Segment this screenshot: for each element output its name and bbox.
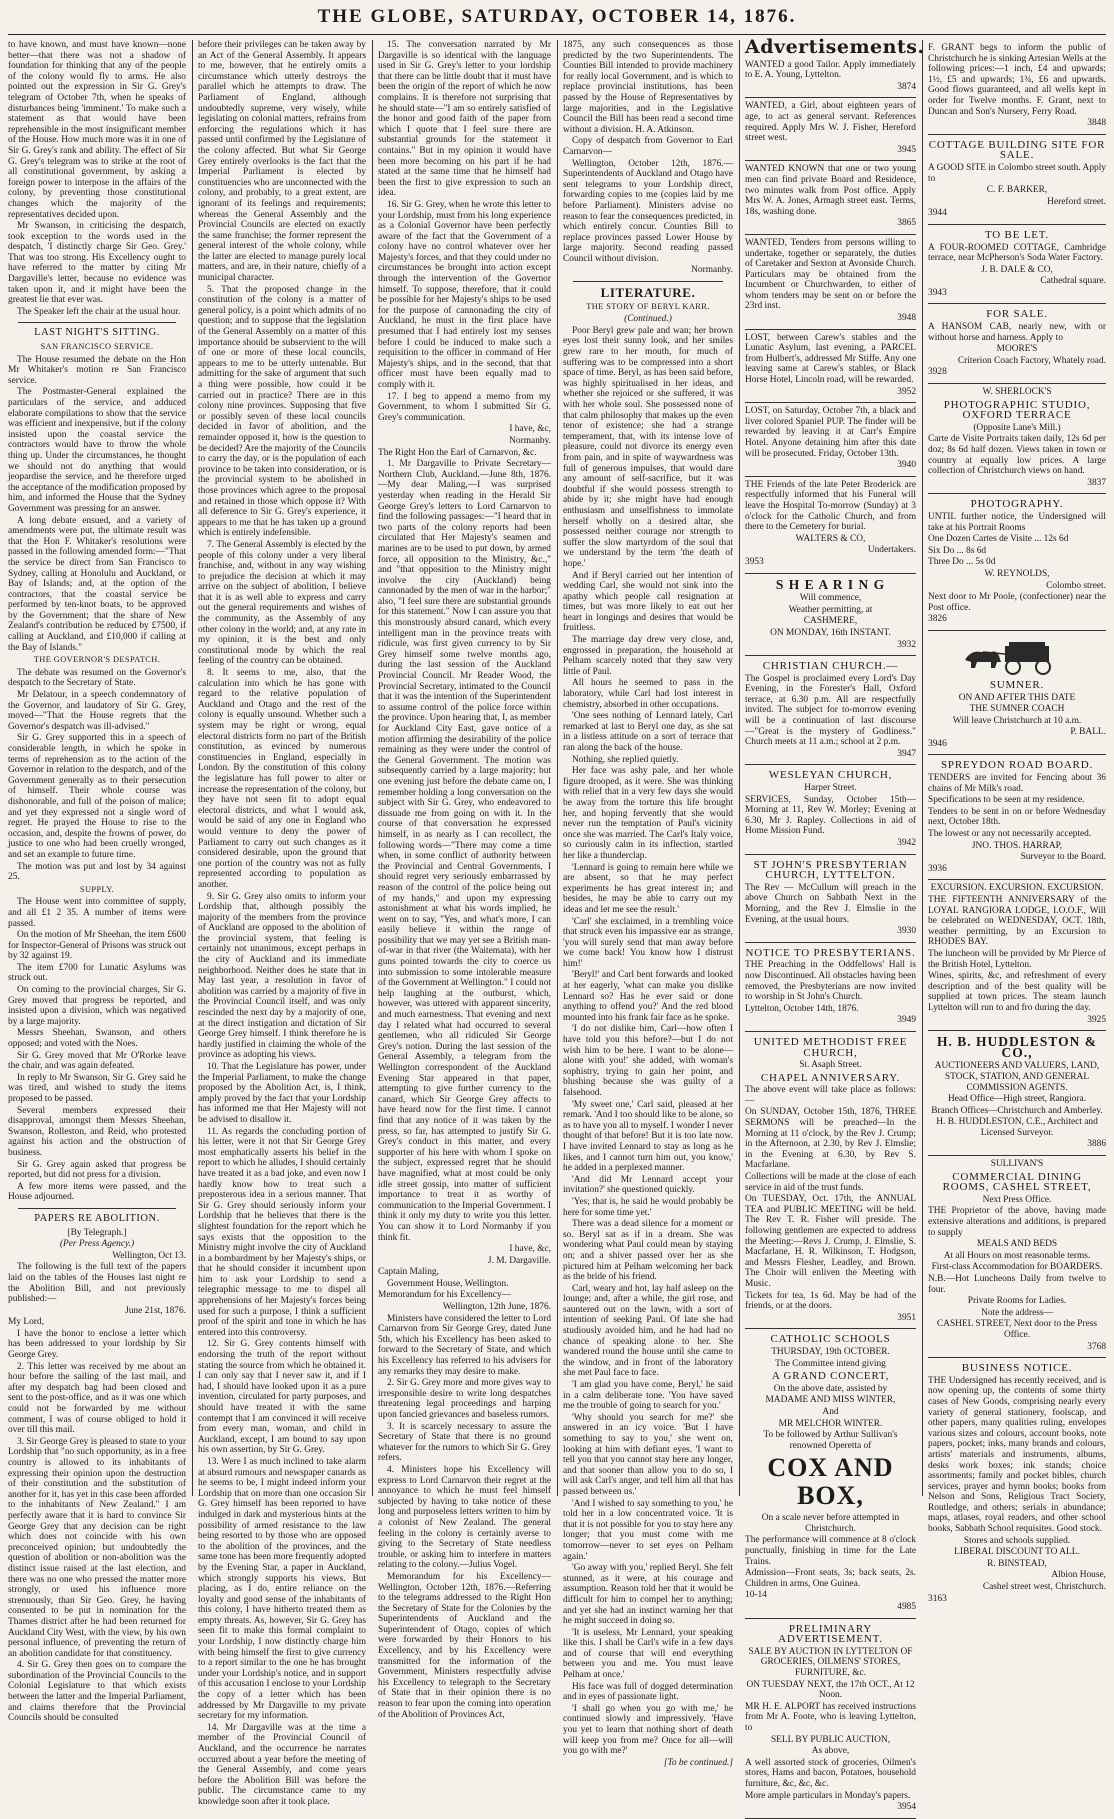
section-title: LITERATURE. [600, 285, 696, 301]
continued-note: (Continued.) [624, 314, 672, 325]
article-text: The item £700 for Lunatic Asylums was struck out. [8, 962, 186, 984]
ad-number: 3946 [928, 738, 947, 749]
article-text: 7. The General Assembly is elected by the people of this colony under a very liberal franchise, and, without in any way wishing to prejudice the decision at which it may arrive on the subject of abolition, I believe that it is as well able to express and carry out the general requirements and wishes of the community, as the Assembly of any other colony in the world; and, at any rate in my opinion, it is the best and only constitutional mode by which the real feeling of the country can be obtained. [198, 539, 366, 667]
column-rule [192, 40, 193, 1496]
recipient: The Right Hon the Earl of Carnarvon, &c. [378, 447, 537, 458]
column-rule [557, 40, 558, 1496]
article-text: The motion was put and lost by 34 against 25. [8, 861, 186, 883]
ad-huddleston [928, 1031, 1106, 1156]
headline: LAST NIGHT'S SITTING. [34, 327, 160, 339]
article-text: I have the honor to enclose a letter which has been addressed to your lordship by Sir George Grey. [8, 1328, 186, 1361]
ad-number: 3163 [928, 1593, 947, 1604]
article-text: A few more items were passed, and the House adjourned. [8, 1181, 186, 1203]
ad-text: H. B. HUDDLESTON, C.E., Architect and Licensed Surveyor. [936, 1117, 1098, 1138]
article-text: 12. Sir G. Grey contents himself with endorsing the truth of the report without stating the source from which he obtained it. I can only say that I never saw it, and if I had, I should have looked upon it as a pure invention, circulated for party purposes, and should have treated it with the same contempt that I am convinced it will receive from every man, woman, and child in Auckland, except, I am bound to say upon his own assertion, by Sir G. Grey. [198, 1339, 366, 1456]
article-text: 8. It seems to me, also, that the calculation into which he has gone with regard to the relative population of Auckland and Otago and the rest of the colony is equally unsound. Whether such a system may be right or wrong, equal electoral districts form no part of the British constitution, as evinced by numerous constituencies in England, especially in London. By the constitution of this colony the legislature has full power to alter or increase the representation of the colony, but they have not seen fit to adopt equal electoral districts, and what I would ask, would be said of any one in England who would venture to deny the power of Parliament to carry out such changes as it considered desirable, upon the ground that one portion of the country was not as fully represented according to population as another. [198, 668, 366, 890]
subheading: SAN FRANCISCO SERVICE. [40, 342, 154, 352]
article-text: 11. As regards the concluding portion of his letter, were it not that Sir George Grey most emphatically asserts his belief in the report to which he alludes, I should certainly have treated it as a bad joke, and even now I hardly know how to treat such a preposterous idea in a serious manner. That Sir G. Grey should seriously inform your Lordship that he believes that there is the slightest foundation for the report which he says exists that the opposition to the Ministry might involve the city of Auckland in a bombardment by her Majesty's ships, or that he should consider it incumbent upon him to ask your Lordship to send a telegraphic message to me to dispel all apprehensions of her Majesty's forces being used for such a purpose, I think a sufficient proof of the spirit and tone in which he has entered into this controversy. [198, 1126, 366, 1338]
ad-number: 3768 [1087, 1341, 1106, 1352]
article-text: 2. This letter was received by me about an hour before the sailing of the last mail, and after my despatch bag had been closed and sent to the post-office, and as it was one which could not be forwarded by me without comment, I was of course obliged to hold it over till this mail. [8, 1361, 186, 1436]
ad-text: Head Office—High street, Rangiora. [947, 1094, 1087, 1105]
ad-signature: Cathedral square. [1040, 276, 1106, 287]
story-text: There was a dead silence for a moment or so. Beryl sat as if in a dream. She was wondering what Paul could mean by staying on; and a shiver passed over her as she pictured him at Pelham welcoming her back as the bride of his friend. [563, 1219, 733, 1283]
story-text: His face was full of dogged determination and in eyes of passionate light. [563, 1681, 733, 1703]
story-text: 'Lennard is going to remain here while we are absent, so that he may perfect experiments he has great interest in; and besides, he may be able to carry out my ideas and let me see the result.' [563, 862, 733, 915]
ad-text: MADAME AND MISS WINTER, [765, 1395, 896, 1406]
story-text: 'Yes; that is, he said he would probably be here for some time yet.' [563, 1196, 733, 1218]
ad-title: NOTICE TO PRESBYTERIANS. [745, 946, 916, 959]
ad-signature: J. B. DALE & CO, [981, 264, 1053, 275]
divider [573, 281, 723, 282]
column-1 [8, 40, 186, 1724]
article-text: The Postmaster-General explained the particulars of the service, and adduced elaborate compilations to show that the service was efficient and inexpensive, but if the colony insisted upon the coastal service the contractors would have to throw the whole thing up. Under the circumstances, he thought we should not do anything that would jeopardise the service, and he therefore urged the acceptance of the modification proposed by him, and informed the House that the Sydney Government was pressing for an answer. [8, 387, 186, 514]
divider [18, 1208, 176, 1209]
ad-number: 3925 [1087, 1014, 1106, 1025]
ad-text: F. GRANT begs to inform the public of Christchurch he is sinking Artesian Wells at the following prices:—1 inch, £4 and upwards; 1½, £5 and upwards; 1¾, £6 and upwards. Good flows guaranteed, and all wells kept in order for Twelve months. F. Grant, next to Duncan and Son's Nursery, Ferry Road. [928, 43, 1106, 117]
article-text: On coming to the provincial charges, Sir G. Grey moved that progress be reported, and insisted upon a division, which was negatived by a large majority. [8, 985, 186, 1027]
article-text: 10. That the Legislature has power, under the Imperial Parliament, to make the change proposed by the Abolition Act, is, I think, amply proved by the fact that your Lordship has informed me that Her Majesty will not be advised to disallow it. [198, 1062, 366, 1125]
ad-number: 3936 [928, 863, 947, 874]
column-5 [745, 36, 925, 1813]
ad-text: Lyttelton, October 14th, 1876. [745, 1003, 859, 1014]
ad-text: More ample particulars in Monday's papers. [745, 1790, 911, 1801]
ad-title: UNITED METHODIST FREE CHURCH, [753, 1035, 908, 1059]
ad-text: A GOOD SITE in Colombo street south. Apply to [928, 162, 1106, 184]
article-text: Wellington, October 12th, 1876.—Superintendents of Auckland and Otago have sent telegrams to your Lordship direct, forwarding copies to me (copies laid by me before Parliament). Ministers advise no reason to fear the consequences predicted, in which entirely concur. Counties Bill to replace provinces passed Lower House by large majority. Second reading passed Council without division. [563, 158, 734, 264]
article-text: 1875, any such consequences as those predicted by the two Superintendents. The Counties Bill intended to provide machinery for really local Government, and is which to replace provincial institutions, has been passed by the House of Representatives by large majorities, and in the Legislative Council the Bill has been read a second time without a division. H. A. Atkinson. [563, 40, 733, 135]
ad-text: The Rev — McCullum will preach in the above Church on Sabbath Next in the Morning, and the Rev J. Elmslie in the Evening, at the usual hours. [745, 882, 916, 925]
article-text: Mr Swanson, in criticising the despatch, took exception to the words used in the despatch, 'I distinctly charge Sir Geo. Grey.' That was too strong. His Excellency ought to have referred to the matter by citing Mr Dargaville's letter, because no evidence was taken upon it, and it might have been the greatest lie that ever was. [8, 221, 186, 306]
ad-text: A GRAND CONCERT, [771, 1370, 890, 1383]
ad-title: W. SHERLOCK'S [982, 387, 1052, 398]
story-text: Poor Beryl grew pale and wan; her brown eyes lost their sunny look, and her smiles grew rare to her mouth, for much of suffering was to be compressed into a short space of time. Beryl, as has been said before, was highly spiritualised in her ideas, and whether she rejoiced or she suffered, it was with her whole soul. She possessed none of that calm philosophy that makes up the even tenor of existence; she had a strange temperament, that, with its intense love of pleasure, could not divorce its energy even from pain, and in spite of waywardness was full of generous impulses, that would dare any amount of self-sacrifice, but it was doubtful if she would possess strength to abide by it; she might have had enough enthusiasm and unselfishness to immolate herself wholly on a desired altar, she possessed neither courage nor strength to suffer the slow martyrdom of the soul that we understand by the term 'the death of hope.' [563, 325, 733, 569]
coach-illustration-icon [957, 638, 1077, 676]
price-row: Six Do ... 8s 6d [928, 545, 987, 556]
ad-text: WANTED KNOWN that one or two young men can find private Board and Residence, two minutes walk from Post office. Apply Mrs W. A. Jones, Armagh street east. Terms, 18s, washing done. [745, 164, 916, 217]
masthead: THE GLOBE, SATURDAY, OCTOBER 14, 1876. [317, 6, 797, 27]
ad-title: BUSINESS NOTICE. [961, 1362, 1073, 1375]
ad-title: CHRISTIAN CHURCH.— [762, 660, 899, 673]
ad-title: FOR SALE. [986, 308, 1048, 321]
ad-photographic-studio [928, 384, 1106, 494]
article-text: On the motion of Mr Sheehan, the item £600 for Inspector-General of Prisons was struck out by 32 against 19. [8, 930, 186, 962]
ad-text: On the above date, assisted by [773, 1383, 888, 1394]
story-text: 'Why should you search for me?' she answered in an icy voice. 'But I have something to say to you,' she went on, looking at him with defiant eyes. 'I want to tell you that you cannot stay here any longer, and that sooner than allow you to do so, I will ask Carl's anger, and tell him all that has passed between us.' [563, 1412, 733, 1497]
ad-text: N.B.—Hot Luncheons Daily from twelve to four. [928, 1274, 1106, 1295]
ad-number: 3944 [928, 208, 947, 219]
story-text: The marriage day drew very close, and, engrossed in preparation, the household at Pelham scarcely noted that they saw very little of Paul. [563, 635, 733, 677]
ad-text: Admission—Front seats, 3s; back seats, 2s. Children in arms, One Guinea. [745, 1568, 916, 1589]
recipient: Government House, Wellington. [387, 1278, 509, 1289]
ad-subtitle: (Opposite Lane's Mill.) [973, 422, 1061, 433]
story-title: THE STORY OF BERYL KARR. [586, 301, 710, 311]
ad-signature: WALTERS & CO, [795, 533, 866, 544]
article-text: 4. Ministers hope his Excellency will express to Lord Carnarvon their regret at the annoyance to which he must feel himself subjected by having to take notice of these long and purposeless letters written to him by a colonist of New Zealand. The general feeling in the colony is certainly averse to giving to the Secretary of State needless trouble, or asking him to interfere in matters relating to the colony.—Julius Vogel. [378, 1464, 551, 1571]
ad-text: Wines, spirits, &c, and refreshment of every description and of the best quality will be supplied at town prices. The steam launch Lyttelton will run to and fro during the day. [928, 971, 1106, 1013]
article-text: 5. That the proposed change in the constitution of the colony is a matter of general policy, is a point which admits of no question; and to suppose that the legislation of the General Assembly on a matter of this importance should be subservient to the will of one or more of these local councils, appears to me to be utterly untenable. But admitting for the sake of argument that such a thing were possible, how could it be carried out in practice? There are in this colony nine provinces. Supposing that five or possibly seven of these local councils decided in favor of abolition, and the remainder opposed it, how is the question to be decided? Are the majority of the Councils to carry the day, or is the population of each province to be taken into consideration, or is the provincial system to be abolished in those provinces which agree to the proposal and retained in those which oppose it? With all deference to Sir G. Grey's experience, it appears to me that he has taken up a ground which is entirely indefensible. [198, 284, 366, 539]
ad-text: CASHEL STREET, Next door to the Press Office. [936, 1319, 1098, 1340]
ad-text: THE FIFTEENTH ANNIVERSARY of the LOYAL RANGIORA LODGE, I.O.O.F., Will be celebrated on WEDNESDAY, OCT. 18th, weather permitting, by an Excursion to RHODES BAY. [928, 895, 1106, 948]
ad-st-johns [745, 855, 916, 943]
divider [18, 322, 176, 323]
ad-title: PRELIMINARY ADVERTISEMENT. [778, 1622, 883, 1646]
ad-title: H. B. HUDDLESTON & CO., [937, 1034, 1097, 1060]
ad-number: 3948 [897, 313, 916, 324]
ad-text: The Gospel is proclaimed every Lord's Day Evening, in the Forester's Hall, Oxford terrace, at 6.30 p.m. All are respectfully invited. The subject for to-morrow evening will be a continuation of last discourse—"Great is the mystery of Godliness." Church meets at 11 a.m.; school at 2 p.m. [745, 673, 916, 748]
story-text: 'I shall go when you go with me,' he continued slowly and impressively. 'Have you yet to learn that nothing short of death will keep you from me? Once for all—will you go with me?' [563, 1703, 733, 1757]
ad-title: EXCURSION. EXCURSION. EXCURSION. [930, 883, 1104, 894]
ad-tenders [745, 235, 916, 330]
ad-tailor [745, 57, 916, 99]
ad-number: 3942 [897, 838, 916, 848]
article-text: Ministers have considered the letter to Lord Carnarvon from Sir George Grey, dated June 5th, which his Excellency has been asked to forward to the Secretary of State, and which his Excellency has referred to his advisers for any remarks they may desire to make. [378, 1313, 552, 1377]
ad-signature: JNO. THOS. HARRAP, [971, 840, 1063, 851]
ad-board [745, 161, 916, 235]
ad-number: 3932 [897, 639, 916, 650]
ad-catholic-schools [745, 1329, 916, 1618]
ad-title: COTTAGE BUILDING SITE FOR SALE. [928, 138, 1106, 162]
signature: J. M. Dargaville. [487, 1255, 551, 1266]
ad-text: LOST, on Saturday, October 7th, a black and liver colored Spaniel PUP. The finder will be rewarded by leaving it at Carr's Empire Hotel. Anyone detaining him after this date will be prosecuted. Friday, October 13th. [745, 406, 916, 459]
ad-title: WESLEYAN CHURCH, [768, 769, 893, 782]
ad-title: PHOTOGRAPHIC STUDIO, OXFORD TERRACE [943, 398, 1091, 422]
story-text: 'My sweet one,' Carl said, pleased at her remark. 'And I too should like to be alone, so as to have you all to myself. I wonder I never thought of that before! But it is too late now. I have invited Lennard to stay as long as he likes, and I cannot turn him out, you know,' he added in a perplexed manner. [563, 1099, 733, 1174]
ad-text: Private Rooms for Ladies. [967, 1296, 1067, 1307]
article-text: The following is the full text of the papers laid on the tables of the Houses last night re the Abolition Bill, and not previously published:— [8, 1262, 186, 1305]
article-text: The Speaker left the chair at the usual hour. [17, 306, 181, 317]
ad-number: 3928 [928, 367, 947, 378]
ad-number: 3952 [897, 386, 916, 397]
ad-number: 3949 [897, 1015, 916, 1026]
ad-title: SUMNER. [989, 678, 1045, 691]
salutation: My Lord, [8, 1317, 44, 1328]
signature: Normanby. [509, 435, 551, 446]
column-2 [198, 40, 366, 1807]
ad-cottage-site [928, 135, 1106, 225]
ad-for-sale [928, 304, 1106, 384]
story-text: And if Beryl carried out her intention of wedding Carl, she would not sink into the apathy which people call resignation at times, but was more likely to eat out her heart in longings and desires that would be fruitless. [563, 570, 733, 634]
ad-spreydon-road-board [928, 755, 1106, 880]
ad-signature: P. BALL. [1070, 727, 1106, 738]
ad-text: The Committee intend giving [775, 1358, 886, 1369]
ad-title: CATHOLIC SCHOOLS [770, 1333, 891, 1346]
article-text: The House resumed the debate on the Hon Mr Whitaker's motion re San Francisco service. [8, 354, 186, 386]
story-text: Nothing, she replied quietly. [572, 754, 679, 765]
article-text: 13. Were I as much inclined to take alarm at absurd rumours and newspaper canards as he seems to be, I might indeed inform your Lordship that on more than one occasion Sir G. Grey himself has been reported to have indulged in dark and mysterious hints at the possibility of armed resistance to the law being resorted to by those who are opposed to the abolition of the provinces, and the same tone has been more frequently adopted by the Evening Star, a paper in Auckland, which strongly supports his views. But placing, as I do, entire reliance on the loyalty and good sense of the inhabitants of this colony, I have hitherto treated them as empty threats. As, however, Sir G. Grey has seen fit to make this formal complaint to your Lordship, I now distinctly charge him with being himself the first to give currency to a report similar to the one he has brought under your Lordship's notice, and in support of this accusation I enclose to your Lordship the copy of a letter which has been addressed by Mr Dargaville to my private secretary for my information. [198, 1456, 366, 1722]
ad-text: WANTED, Tenders from persons willing to undertake, together or separately, the duties of Caretaker and Sexton at Avonside Church. Particulars may be obtained from the Incumbent or Churchwarden, to either of whom tenders may be sent on or before the 23rd inst. [745, 237, 916, 312]
ad-text: MR MELCHOR WINTER. [778, 1418, 883, 1429]
article-text: 15. The conversation narrated by Mr Dargaville is so identical with the language used in Sir G. Grey's letter to your lordship that there can be little doubt that it must have been the origin of the report of which he now complains. It is therefore not surprising that he should state—"I am so entirely satisfied of the honor and good faith of the paper from which I quote that I feel sure there are substantial grounds for the statement it contains." But in my opinion it would have been more becoming on his part if he had stated at the same time that he himself had been the first to give expression to such an idea. [378, 40, 551, 199]
signature: Normanby. [691, 265, 733, 276]
ad-text: ON TUESDAY NEXT, the 17th OCT., At 12 Noon. [746, 1679, 915, 1701]
article-text: 16. Sir G. Grey, when he wrote this letter to your Lordship, must from his long experience as a Colonial Governor have been perfectly aware of the fact that the Government of a colony have no control whatever over her Majesty's forces, and that they could under no circumstances be brought into action except through the intervention of the Governor himself. To suppose, therefore, that it could be possible for her Majesty's ships to be used for the purpose of cannonading the city of Auckland, he must in the first place have presumed that I had entirely lost my senses before I could be induced to make such a requisition to the officer in command of Her Majesty's ships, and in the second, that that officer must have been equally mad to comply with it. [378, 199, 551, 390]
column-3 [378, 40, 552, 1720]
ad-number: 3848 [1087, 118, 1106, 129]
ad-text: THE Friends of the late Peter Broderick are respectfully informed that his Funeral will leave the Hospital To-morrow (Sunday) at 3 o'clock for the Catholic Church, and from there to the Cemetery for burial. [745, 479, 916, 533]
ad-to-let [928, 225, 1106, 305]
story-text: 'I do not dislike him, Carl—how often I have told you this before?—but I do not wish him to be here. I want to be alone—alone with you!' she added, with woman's sophistry, trying to gain her point, and blushing because she was guilty of a falsehood. [563, 1024, 733, 1098]
ad-text: A well assorted stock of groceries, Oilmen's stores, Hams and bacon, Potatoes, household furniture, &c, &c, &c. [745, 1757, 916, 1789]
ad-text: And [822, 1406, 839, 1417]
ad-text: SERVICES, Sunday, October 15th—Morning at 11, Rev W. Morley; Evening at 6.30, Mr J. Rapley. Collections in aid of Home Mission Fund. [745, 794, 916, 837]
ad-signature: Criterion Coach Factory, Whately road. [957, 355, 1106, 366]
story-text: 'Beryl!' and Carl bent forwards and looked at her eagerly, 'what can make you dislike Lennard so? Has he ever said or done anything to offend you?' And the red blood mounted into his frank fair face as he spoke. [563, 970, 733, 1023]
ad-text: MR H. E. ALPORT has received instructions from Mr A. Foote, who is leaving Lyttelton, to [745, 1701, 916, 1733]
subheading: SUPPLY. [79, 884, 115, 894]
article-text: In reply to Mr Swanson, Sir G. Grey said he was tired, and wished to study the items proposed to be passed. [8, 1072, 186, 1104]
telegraph-line: [By Telegraph.] [67, 1227, 127, 1238]
ad-text: THE Proprietor of the above, having made extensive alterations and additions, is prepared to supply [928, 1206, 1106, 1238]
ad-signature: C. F. BARKER, [986, 185, 1048, 196]
ad-number: 3954 [897, 1802, 916, 1813]
ad-signature: Surveyor to the Board. [1020, 852, 1106, 863]
column-rule [922, 40, 923, 1496]
ad-wesleyan [745, 765, 916, 854]
ad-text: Tickets for tea, 1s 6d. May be had of the friends, or at the doors. [745, 1290, 916, 1312]
ad-number: 3886 [1087, 1139, 1106, 1150]
ad-number: 3826 [928, 614, 947, 625]
story-text: 'And did Mr Lennard accept your invitation?' she questioned quickly. [563, 1174, 733, 1196]
article-text: before their privileges can be taken away by an Act of the General Assembly. It appears to me, however, that he entirely omits a circumstance which utterly destroys the parallel which he attempts to draw. The Parliament of England, although undoubtedly supreme, very wisely, while legislating on colonial matters, refrains from enforcing the regulations which it has passed until confirmed by the Legislature of the colony affected. But what Sir George Grey entirely overlooks is the fact that the Imperial Parliament is elected by constituencies who are unconnected with the colony, and probably, to a great extent, are ignorant of its feelings and requirements; whereas the General Assembly and the Provincial Councils are elected on exactly the same franchise; the former represent the general interest of the whole colony, while the latter are elected to manage purely local matters, and are, in their nature, chiefly of a municipal character. [198, 40, 366, 284]
ad-text: THURSDAY, 19th OCTOBER. [771, 1346, 890, 1357]
ad-methodist [745, 1032, 916, 1329]
story-text: Her face was ashy pale, and her whole figure drooped, as it were. She was thinking with relief that in a very few days she would be away from the torture this life brought her, and hoping fervently that she would never run the temptation of Paul's vicinity once she was married. The Carl's Italy voice, so curiously calm in its inflection, startled her like a thunderclap. [563, 766, 733, 861]
article-text: 17. I beg to append a memo from my Government, to whom I submitted Sir G. Grey's communication. [378, 391, 551, 423]
ad-text: The luncheon will be provided by Mr Pierce of the British Hotel, Lyttelton. [928, 948, 1106, 970]
agency-line: (Per Press Agency.) [59, 1239, 135, 1250]
ad-text: Will commence, [799, 593, 862, 604]
ad-title: ST JOHN'S PRESBYTERIAN CHURCH, LYTTELTON. [753, 858, 908, 882]
ad-photography [928, 494, 1106, 631]
ad-text: Branch Offices—Christchurch and Amberley. [931, 1105, 1103, 1116]
ad-signature: R. BINSTEAD, [987, 1558, 1047, 1569]
ad-text: SALE BY AUCTION IN LYTTELTON OF GROCERIES, OILMENS' STORES, FURNITURE, &c. [748, 1646, 913, 1678]
ad-number: 3837 [1087, 477, 1106, 488]
ad-text: Note the address— [981, 1307, 1053, 1318]
ad-subtitle: St. Asaph Street. [799, 1060, 862, 1071]
ad-lost-pup [745, 403, 916, 477]
ad-text: THE Undersigned has recently received, and is now opening up, the contents of some thirty cases of New Goods, comprising nearly every variety of general stationery, foolscap, and other papers, many qualities ruling, envelopes various sizes and colours, account books, note papers, pocket; inks, many brands and colours, artists' materials and instruments, albums, desks work boxes; ink stands; choice assortments; family and pocket bibles, church services, prayer and hymn books; books from Nelson and Sons, Religious Tract Society, Routledge, and others; serials in abundance; maps, atlases, royal readers, and other school books, Sabbath School requisites. Good stock. [928, 1375, 1106, 1535]
memo-heading: Memorandum for his Excellency— [378, 1290, 512, 1301]
ad-number: 3943 [928, 287, 947, 298]
advertisements-header: Advertisements. [745, 36, 925, 58]
ad-number: 3951 [897, 1312, 916, 1323]
ad-text: At all Hours on most reasonable terms. [943, 1250, 1091, 1261]
ad-title: CHAPEL ANNIVERSARY. [760, 1071, 901, 1084]
ad-text: On a scale never before attempted in Christchurch. [761, 1513, 900, 1534]
ad-text: Tenders to be sent in on or before Wednesday next, October 18th. [928, 806, 1106, 828]
ad-text: Collections will be made at the close of each service in aid of the trust funds. [745, 1172, 916, 1193]
article-text: 3. Sir George Grey is pleased to state to your Lordship that "no such opportunity, as in a free country is allowed to its inhabitants of expressing their opinion upon the destruction of their constitution and the substitution of another for it, has yet in this case been afforded to the inhabitants of New Zealand." I am perfectly aware that it is hard to convince Sir George Grey that any decision can be right which does not coincide with his own preconceived opinion; but undoubtedly the question of abolition or non-abolition was the distinct issue raised at the last election, and there was no one who pressed the matter more strongly, or used his influence more strenuously, than Sir Geo. Grey, he having consented to be put in nomination for the Thames district after he had been returned for Auckland City West, with the view, by his own personal influence, of preventing the return of an abolition candidate for that constituency. [8, 1436, 186, 1659]
article-text: Memorandum for his Excellency—Wellington, October 12th, 1876.—Referring to the telegrams addressed to the Right Hon the Secretary of State for the Colonies by the Superintendents of Auckland and the Superintendent of Otago, copies of which were forwarded by their Honors to his Excellency, and by his Excellency were transmitted for the information of the Government, Ministers respectfully advise his Excellency to telegraph to the Secretary of State that in their opinion there is no reason to fear upon the coming into operation of the Abolition of Provinces Act, [378, 1571, 551, 1720]
column-rule [372, 40, 373, 1496]
ad-text: A HANSOM CAB, nearly new, with or without horse and harness. Apply to [928, 322, 1106, 343]
article-text: Several members expressed their disapproval, amongst them Messrs Sheehan, Swanson, Rolleston, and Reid, who protested against his action and the obstruction of business. [8, 1105, 186, 1158]
article-text: Sir G. Grey supported this in a speech of considerable length, in which he spoke in terms of reprehension as to the action of the Governor in relation to the despatch, and of the Government generally as to their persecution of himself. Their whole course was dishonorable, and full of the poison of malice; and yet they expressed not a single word of regret. He prayed the House to rise to the occasion, and, despite the frowns of power, do justice to one who had been cruelly wronged, and set an example to future time. [8, 733, 186, 860]
closing: I have, &c, [509, 424, 551, 435]
article-text: 14. Mr Dargaville was at the time a member of the Provincial Council of Auckland, and the occurrence he narrates occurred about a year before the meeting of the General Assembly, and come years before the Abolition Bill was before the public. The circumstance came to my knowledge soon after it took place. [198, 1722, 366, 1807]
story-text: Carl, weary and hot, lay half asleep on the lounge; and, after a while, the girl rose, and sauntered out on the lawn, with a sort of intention of seeking Paul. Of late she had studiously avoided him, and he had had no chance of speaking alone to her. She wandered round the house until she came to the window, and in front of the laboratory she met Paul face to face. [563, 1283, 733, 1379]
ad-text: First-class Accommodation for BOARDERS. [931, 1262, 1103, 1273]
ad-text: The performance will commence at 8 o'clock punctually, finishing in time for the Late Trains. [745, 1535, 916, 1567]
ad-number: 3953 [745, 556, 764, 567]
ad-text: AUCTIONEERS AND VALUERS, LAND, STOCK, STATION, AND GENERAL COMMISSION AGENTS. [934, 1061, 1100, 1093]
ad-text: Will leave Christchurch at 10 a.m. [952, 715, 1082, 726]
article-text: Sir G. Grey moved that Mr O'Rorke leave the chair, and was again defeated. [8, 1050, 186, 1072]
ad-sullivans [928, 1156, 1106, 1358]
article-text: 3. It is scarcely necessary to assure the Secretary of State that there is no ground whatever for the rumors to which Sir G. Grey refers. [378, 1421, 551, 1464]
ad-text: Carte de Visite Portraits taken daily, 12s 6d per doz; 8s 6d half dozen. Views taken in town or country at equally low prices. A large collection of Christchurch views on hand. [928, 434, 1106, 477]
ad-text: LIBERAL DISCOUNT TO ALL. [954, 1547, 1080, 1558]
ad-preliminary [745, 1619, 916, 1819]
ad-girl [745, 98, 916, 161]
article-text: to have known, and must have known—none better—that there was not a shadow of foundation for thinking that any of the people of the colony would fly to arms. He also pointed out the expression in Sir G. Grey's telegram of October 7th, when he speaks of disturbances being 'imminent.' To make such a statement as that would have been reprehensible in the most insignificant member of the House. How much more was it in one of Sir G. Grey's rank and ability. The effect of Sir G. Grey's telegram was to strike at the root of all constitutional government, by asking a foreign power to interpose in the affairs of the colony, by preventing those constitutional changes which the majority of the representatives decided upon. [8, 40, 186, 220]
article-text: The House went into committee of supply, and all £1 2 35. A number of items were passed. [8, 897, 186, 929]
ad-number: 3930 [897, 926, 916, 937]
article-text: The debate was resumed on the Governor's despatch to the Secretary of State. [8, 667, 186, 689]
ad-text: ON AND AFTER THIS DATE [958, 692, 1076, 703]
story-text: 'Go away with you,' replied Beryl. She felt stunned, as it were, at his courage and assumption. Reason told her that it would be difficult for him to compel her to anything; and yet she had an instinct warning her that he might succeed in doing so. [563, 1563, 733, 1627]
article-text: Messrs Sheehan, Swanson, and others opposed; and voted with the Noes. [8, 1028, 186, 1050]
ad-signature: W. REYNOLDS, [984, 568, 1050, 579]
story-text: 'One sees nothing of Lennard lately, Carl remarked at last to Beryl one day, as she sat in a listless attitude on a sort of terrace that ran along the back of the house. [563, 711, 733, 753]
column-6 [928, 40, 1106, 1604]
ad-text: UNTIL further notice, the Undersigned will take at his Portrait Rooms [928, 511, 1106, 533]
ad-lost-parcel [745, 330, 916, 404]
ad-signature: Undertakers. [867, 545, 916, 556]
ad-business-notice [928, 1358, 1106, 1609]
ad-text: WANTED, a Girl, about eighteen years of age, to act as general servant. References required. Apply Mrs W. J. Fisher, Hereford street west. [745, 101, 916, 144]
ad-christian-church [745, 656, 916, 765]
ad-sumner-coach [928, 631, 1106, 756]
ad-title: SPREYDON ROAD BOARD. [941, 759, 1093, 772]
ad-text: ON MONDAY, 16th INSTANT. [770, 627, 891, 638]
ad-text: THE SUMNER COACH [969, 704, 1065, 715]
ad-number: 3865 [897, 218, 916, 229]
ad-text: The lowest or any not necessarily accepted. [928, 829, 1092, 840]
subheading: THE GOVERNOR'S DESPATCH. [33, 655, 161, 665]
article-text: A long debate ensued, and a variety of amendments were put, the ultimate result was that the Hon F. Whitaker's resolutions were passed in the following amended form:—"That the service be direct from San Francisco to Sydney, calling at Honolulu and Auckland, or Bay of Islands; and, at the option of the contractors, that the coastal service be performed by ten-knot boats, to be approved by the Government; that the share of New Zealand's contribution be reduced by £7500, if calling at Auckland, and £10,000 if calling at the Bay of Islands." [8, 515, 186, 653]
ad-title: S H E A R I N G [775, 576, 886, 592]
column-rule [739, 40, 740, 1496]
ad-text: To be followed by Arthur Sullivan's renowned Operetta of [763, 1430, 898, 1451]
ad-text: LOST, between Carew's stables and the Lunatic Asylum, last evening, a PARCEL from Hulbert's, addressed Mr Stiffe. Any one leaving same at Carew's stables, or Black Horse Hotel, Lincoln road, will be rewarded. [745, 332, 916, 386]
dateline: June 21st, 1876. [125, 1305, 186, 1316]
ad-date: 10-14 [745, 1590, 767, 1601]
dateline: Wellington, 12th June, 1876. [442, 1302, 551, 1313]
ad-text: SELL BY PUBLIC AUCTION, [770, 1734, 891, 1745]
ad-text: On TUESDAY, Oct. 17th, the ANNUAL TEA and PUBLIC MEETING will be held. The Rev T. R. Fisher will preside. The following gentlemen are expected to address the Meeting:—Revs J. Crump, J. Elmslie, S. Macfarlane, H. R. Wilkinson, T. Hodgson, and Messrs Flesher, Leadley, and Brown. The Choir will enliven the Meeting with Music. [745, 1194, 916, 1289]
article-text: Mr Delatour, in a speech condemnatory of the Governor, and laudatory of Sir G. Grey, moved—"That the House regrets that the Governor's despatch was ill-advised." [8, 690, 186, 732]
ad-funeral [745, 477, 916, 574]
ad-number: 3874 [897, 81, 916, 92]
story-text: 'And I wished to say something to you,' he told her in a low concentrated voice. 'It is that it is not possible for you to stay here any longer; that you must come with me tomorrow—never to set eyes on Pelham again.' [563, 1498, 733, 1562]
to-be-continued: [To be continued.] [663, 1757, 733, 1768]
ad-text: Specifications to be seen at my residence. [928, 795, 1085, 806]
ad-number: 3947 [897, 748, 916, 759]
ad-number: 3945 [897, 144, 916, 155]
recipient: Captain Maling, [378, 1267, 439, 1278]
ad-signature: MOORE'S [996, 344, 1038, 355]
article-text: 9. Sir G. Grey also omits to inform your Lordship that, although possibly the majority of the members from the province of Auckland are opposed to the abolition of the provincial system, that feeling is certainly not unanimous, except perhaps in the city of Auckland and its immediate neighborhood. Neither does he state that in May last year, a resolution in favor of abolition was carried by a majority of five in the Provincial Council itself, and was only rescinded the next day by a majority of one, at the direct instigation and dictation of Sir George Grey himself. I think therefore he is hardly justified in claiming the whole of the province as adopting his views. [198, 891, 366, 1061]
ad-signature: Colombo street. [1046, 580, 1106, 591]
ad-text: As above, [811, 1746, 850, 1757]
ad-presbyterians [745, 943, 916, 1032]
ad-title-large: COX AND BOX, [767, 1453, 894, 1511]
ad-subtitle: Next Press Office. [982, 1194, 1052, 1205]
story-text: 'Carl' she exclaimed, in a trembling voice that struck even his impassive ear as strange, 'you will surely send that man away before we come back! You know how I distrust him!' [563, 916, 733, 969]
story-text: 'It is useless, Mr Lennard, your speaking like this. I shall be Carl's wife in a few days and of course that will end everything between you and me. You must leave Pelham at once.' [563, 1627, 733, 1681]
ad-title: PHOTOGRAPHY. [970, 498, 1064, 511]
price-row: One Dozen Cartes de Visite ... 12s 6d [928, 534, 1069, 545]
article-text: Copy of despatch from Governor to Earl Carnarvon— [563, 136, 733, 157]
ad-text: A FOUR-ROOMED COTTAGE, Cambridge terrace, near McPherson's Soda Water Factory. [928, 242, 1106, 264]
ad-text: WANTED a good Tailor. Apply immediately to E. A. Young, Lyttelton. [745, 59, 916, 81]
ad-text: Next door to Mr Poole, (confectioner) near the Post office. [928, 592, 1106, 613]
ad-text: The above event will take place as follows:— [745, 1085, 916, 1106]
ad-text: CASHMERE, [803, 616, 858, 627]
ad-title: COMMERCIAL DINING ROOMS, CASHEL STREET, [942, 1170, 1092, 1194]
ad-subtitle: Harper Street. [804, 783, 857, 794]
masthead-rule [8, 34, 1106, 35]
ad-signature: Cashel street west, Christchurch. [982, 1582, 1106, 1593]
column-4 [563, 40, 734, 1768]
price-row: Three Do ... 5s 0d [928, 557, 996, 568]
ad-title: SULLIVAN'S [990, 1159, 1044, 1170]
ad-text: On SUNDAY, October 15th, 1876, THREE SERMONS will be preached—In the Morning at 11 o'clock, by the Rev J. Crump; in the Afternoon, at 2.30, by Rev J. Elmslie; in the Evening at 6.30, by Rev S. Macfarlane. [745, 1107, 916, 1171]
article-text: Sir G. Grey again asked that progress be reported, but did not press for a division. [8, 1159, 186, 1181]
dateline: Wellington, Oct 13. [112, 1250, 186, 1261]
ad-signature: Hereford street. [1047, 196, 1106, 207]
ad-text: Stores and schools supplied. [963, 1535, 1071, 1546]
ad-number: 4985 [897, 1602, 916, 1613]
story-text: 'I am glad you have come, Beryl,' he said in a calm deliberate tone. 'You have saved me the trouble of going to search for you.' [563, 1380, 733, 1412]
headline: PAPERS RE ABOLITION. [34, 1212, 160, 1224]
ad-artesian-wells [928, 40, 1106, 135]
article-text: 1. Mr Dargaville to Private Secretary—Northern Club, Auckland.—June 8th, 1876.—My dear Maling,—I was surprised yesterday when reading in the Herald Sir George Grey's letters to Lord Carnarvon to find the following passages:—"I heard that in two parts of the colony reports had been circulated that Her Majesty's seamen and marines are to be used to put down, by armed force, all opposition to the Ministry, &c.," and "that opposition to the Ministry might involve the city (Auckland) being cannonaded by the men of war in the harbor;" also, "I feel sure there are substantial grounds for this statement." Now I can assure you that this monstrously absurd canard, which every intelligent man in the province treats with ridicule, was first given currency to by Sir Grey himself some twelve months ago, during the last session of the Auckland Provincial Council. Mr Reader Wood, the Provincial Secretary, intimated to the Council that it was the intention of the Superintendent to assume control of the police force within the province. Upon hearing that, I, as member for Auckland City East, gave notice of a motion affirming the desirability of the police remaining as they were under the control of the General Government. The motion was subsequently carried by a large majority; but one evening just before the debate came on, I remember holding a long conversation on the subject with Sir G. Grey, who endeavored to dissuade me from going on with it. In the course of that conversation he expressed himself, in as nearly as I can recollect, the following words—"There may come a time when, in some conflict of authority between the Provincial and Central Governments, I should regret very seriously embarrassed by reason of the control of the police being out of my hands," and upon my expressing astonishment at what his words implied, he went on to say, "Yes, and what's more, I can easily believe it within the range of possibility that we may yet see a British man-of-war in that river (the Waitemata), with her guns pointed towards the city to coerce us into submission to some intolerable measure of the Government at Wellington." I could not help laughing at the outburst, which, however, was uttered with apparent sincerity, and much earnestness. That evening and next day I related what had occurred to several gentlemen, who all ridiculed Sir George Grey's notion. During the last session of the General Assembly, a telegram from the Wellington correspondent of the Auckland Evening Star appeared in that paper, attempting to give further currency to the canard, which Sir George Grey affects to have heard now for the first time. I cannot find that any notice of it was taken by the press, so far, has attempted to justify Sir G. Grey's conduct in this matter, and every supporter of his here with whom I spoke on the subject, expressed regret that he should have magnified, what at most could be only idle street gossip, into matter of sufficient importance to treat it as worthy of communication to the Imperial Government. I think it only my duty to write you this letter. You can show it to Lord Normanby if you think fit. [378, 459, 551, 1243]
article-text: 4. Sir G. Grey then goes on to compare the subordination of the Provincial Councils to the Colonial Legislature to that which exists between the latter and the Imperial Parliament, and claims therefore that the Provincial Councils should be consulted [8, 1660, 186, 1724]
ad-shearing [745, 574, 916, 657]
ad-signature: Albion House, [1051, 1570, 1106, 1581]
ad-text: Weather permitting, at [788, 604, 873, 615]
ad-excursion [928, 880, 1106, 1031]
ad-text: THE Preaching in the Oddfellows' Hall is now Discontinued. All obstacles having been removed, the Presbyterians are now invited to worship in St John's Church. [745, 960, 916, 1003]
ad-text: MEALS AND BEDS [976, 1239, 1058, 1250]
article-text: 2. Sir G. Grey more and more gives way to irresponsible desire to write long despatches threatening legal proceedings and harping upon fancied grievances and baseless rumors. [378, 1378, 551, 1420]
ad-title: TO BE LET. [984, 228, 1050, 241]
ad-text: TENDERS are invited for Fencing about 36 chains of Mr Milk's road. [928, 773, 1106, 794]
story-text: All hours he seemed to pass in the laboratory, while Carl had lost interest in chemistry, absorbed in other occupations. [563, 678, 733, 710]
ad-number: 3940 [897, 460, 916, 471]
closing: I have, &c, [509, 1244, 551, 1255]
